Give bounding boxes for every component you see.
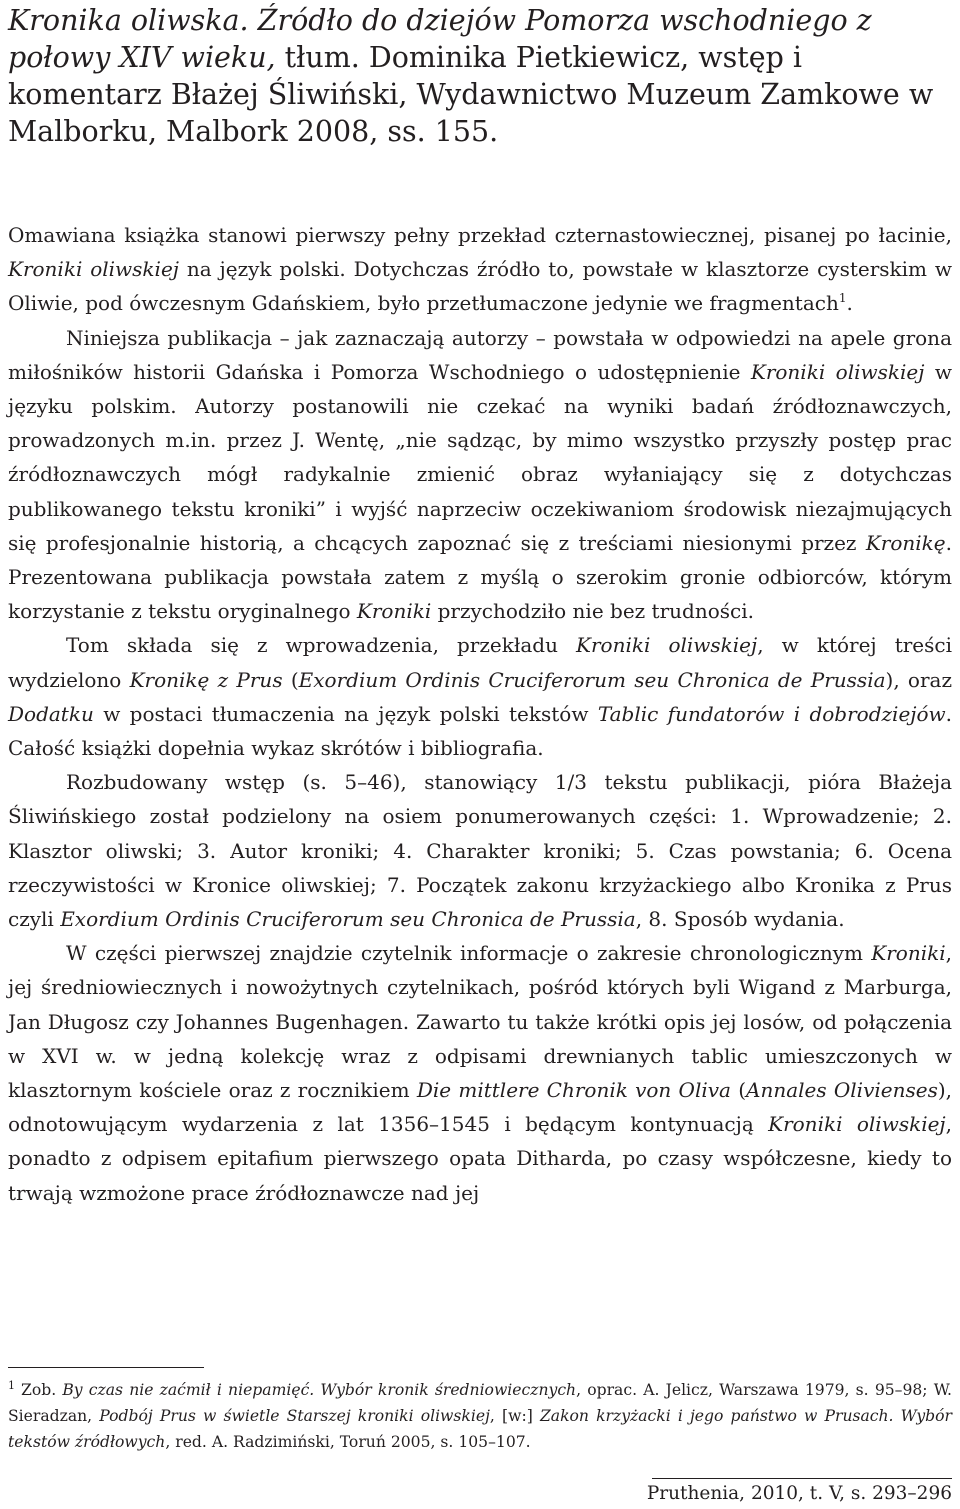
review-heading: [8, 2, 952, 150]
journal-divider: [652, 1478, 952, 1479]
footnote-divider: [8, 1367, 204, 1368]
paragraph-3: Tom składa się z wprowadzenia, przekładu Kroniki oliwskiej, w której treści wydzielono Kronikę z Prus (Exordium Ordinis Cruciferorum seu Chronica de Prussia), oraz Dodatku w postaci tłumaczenia na język polski tekstów Tablic fundatorów i dobrodziejów. Całość książki dopełnia wykaz skrótów i bibliografia.: [8, 633, 953, 761]
paragraph-4: Rozbudowany wstęp (s. 5–46), stanowiący 1/3 tekstu publikacji, pióra Błażeja Śliwińskiego został podzielony na osiem ponumerowanych części: 1. Wprowadzenie; 2. Klasztor oliwski; 3. Autor kroniki; 4. Charakter kroniki; 5. Czas powstania; 6. Ocena rzeczywistości w Kronice oliwskiej; 7. Początek zakonu krzyżackiego albo Kronika z Prus czyli Exordium Ordinis Cruciferorum seu Chronica de Prussia, 8. Sposób wydania.: [8, 770, 952, 932]
journal-citation: Pruthenia, 2010, t. V, s. 293–296: [646, 1483, 952, 1504]
document-page: [8, 0, 952, 1509]
review-body: [8, 218, 952, 1210]
paragraph-2: Niniejsza publikacja – jak zaznaczają autorzy – powstała w odpowiedzi na apele grona miłośników historii Gdańska i Pomorza Wschodniego o udostępnienie Kroniki oliwskiej w języku polskim. Autorzy postanowili nie czekać na wyniki badań źródłoznawczych, prowadzonych m.in. przez J. Wentę, „nie sądząc, by mimo wszystko przyszły postęp prac źródłoznawczych mógł radykalnie zmienić obraz wyłaniający się z dotychczas publikowanego tekstu kroniki” i wyjść naprzeciw oczekiwaniom środowisk niezajmujących się profesjonalnie historią, a chcących zapoznać się z treściami niesionymi przez Kronikę. Prezentowana publikacja powstała zatem z myślą o szerokim gronie odbiorców, którym korzystanie z tekstu oryginalnego Kroniki przychodziło nie bez trudności.: [8, 325, 953, 624]
paragraph-5: W części pierwszej znajdzie czytelnik informacje o zakresie chronologicznym Kroniki, jej średniowiecznych i nowożytnych czytelnikach, pośród których byli Wigand z Marburga, Jan Długosz czy Johannes Bugenhagen. Zawarto tu także krótki opis jej losów, od połączenia w XVI w. w jedną kolekcję wraz z odpisami drewnianych tablic umieszczonych w klasztornym kościele oraz z rocznikiem Die mittlere Chronik von Oliva (Annales Olivienses), odnotowującym wydarzenia z lat 1356–1545 i będącym kontynuacją Kroniki oliwskiej, ponadto z odpisem epitafium pierwszego opata Ditharda, po czasy współczesne, kiedy to trwają wzmożone prace źródłoznawcze nad jej: [8, 941, 953, 1205]
footnote-1: $^1$ Zob. By czas nie zaćmił i niepamięć. Wybór kronik średniowiecznych, oprac. A. Jelicz, Warszawa 1979, s. 95–98; W. Sieradzan, Podbój Prus w świetle Starszej kroniki oliwskiej, [w:] Zakon krzyżacki i jego państwo w Prusach. Wybór tekstów źródłowych, red. A. Radzimiński, Toruń 2005, s. 105–107.: [8, 1379, 952, 1451]
footnote-number: 1: [8, 1379, 15, 1392]
book-title: Kronika oliwska. Źródło do dziejów Pomorza wschodniego z połowy XIV wieku,: [8, 4, 872, 74]
footnote-reference[interactable]: 1: [838, 291, 847, 306]
paragraph-1: Omawiana książka stanowi pierwszy pełny przekład czternastowiecznej, pisanej po łacinie, Kroniki oliwskiej na język polski. Dotychczas źródło to, powstałe w klasztorze cysterskim w Oliwie, pod ówczesnym Gdańskiem, było przetłumaczone jedynie we fragmentach$^1$.: [8, 223, 952, 316]
book-details: tłum. Dominika Pietkiewicz, wstęp i komentarz Błażej Śliwiński, Wydawnictwo Muzeum Zamkowe w Malborku, Malbork 2008, ss. 155.: [8, 41, 934, 148]
